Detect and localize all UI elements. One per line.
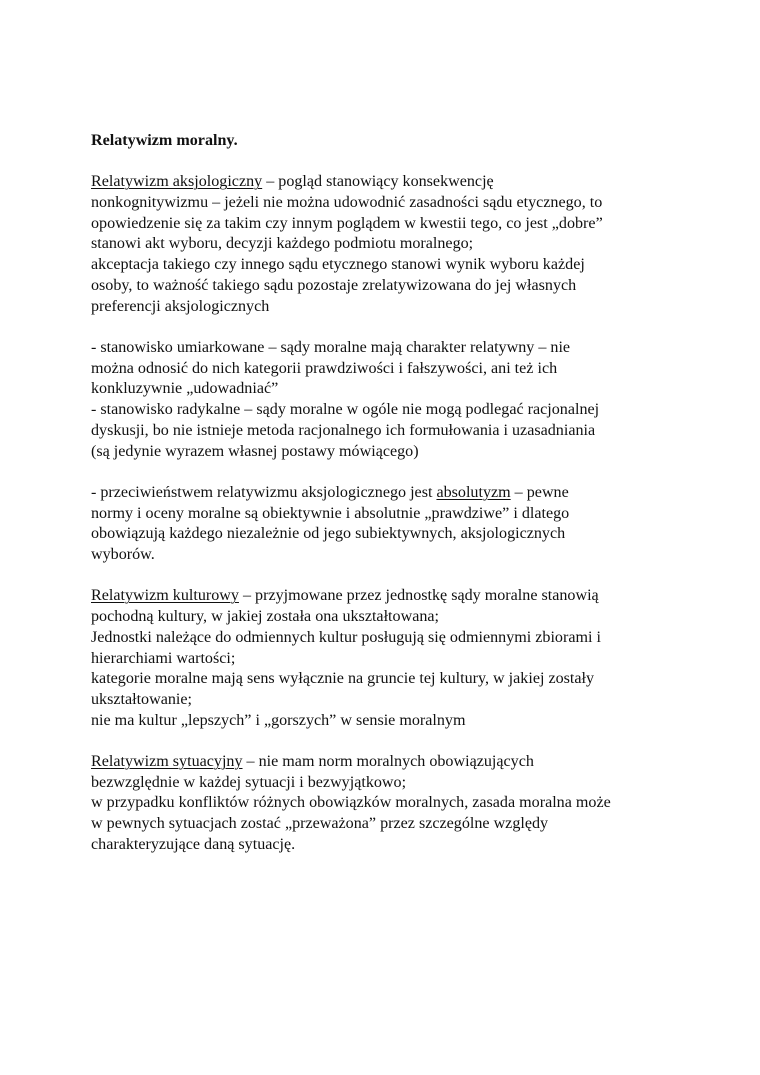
text-line: - stanowisko radykalne – sądy moralne w ogóle nie mogą podlegać racjonalnej (91, 401, 600, 419)
term-axiological: Relatywizm aksjologiczny (91, 173, 263, 191)
text-line: – przyjmowane przez jednostkę sądy moralne stanowią (238, 587, 599, 605)
text-line: hierarchiami wartości; (91, 649, 236, 667)
text-line: - stanowisko umiarkowane – sądy moralne mają charakter relatywny – nie (91, 338, 571, 356)
text-line: preferencji aksjologicznych (91, 297, 270, 315)
text-line: bezwzględnie w każdej sytuacji i bezwyjątkowo; (91, 773, 407, 791)
text-line: osoby, to ważność takiego sądu pozostaje zrelatywizowana do jej własnych (91, 276, 577, 294)
section-axiological-line-1 (91, 172, 681, 193)
text-line: kategorie moralne mają sens wyłącznie na gruncie tej kultury, w jakiej zostały (91, 670, 595, 688)
text-line: charakteryzujące daną sytuację. (91, 835, 296, 853)
document-body (91, 131, 681, 856)
document-title: Relatywizm moralny. (91, 132, 238, 149)
spacer (91, 152, 681, 173)
text-line: akceptacja takiego czy innego sądu etycznego stanowi wynik wyboru każdej (91, 256, 585, 274)
term-cultural: Relatywizm kulturowy (91, 587, 239, 605)
text-line: – nie mam norm moralnych obowiązujących (242, 753, 534, 770)
text-line: Jednostki należące do odmiennych kultur posługują się odmiennymi zbiorami i (91, 628, 601, 646)
section-situational-line-1 (91, 752, 681, 773)
text-line: w pewnych sytuacjach zostać „przeważona” przez szczególne względy (91, 815, 549, 833)
section-absolutism (91, 483, 681, 566)
section-cultural-line-1 (91, 586, 681, 607)
spacer (91, 462, 681, 483)
text-line: (są jedynie wyrazem własnej postawy mówiącego) (91, 442, 419, 460)
spacer (91, 566, 681, 587)
text-fragment: – pewne (510, 483, 569, 501)
text-line: wyborów. (91, 546, 155, 563)
spacer (91, 731, 681, 752)
section-cultural (91, 586, 681, 731)
section-positions (91, 338, 681, 462)
section-absolutism-line-1 (91, 483, 681, 504)
text-line: w przypadku konfliktów różnych obowiązków moralnych, zasada moralna może (91, 794, 611, 812)
text-line: nie ma kultur „lepszych” i „gorszych” w sensie moralnym (91, 711, 466, 729)
term-situational: Relatywizm sytuacyjny (91, 753, 243, 770)
text-line: nonkognitywizmu – jeżeli nie można udowodnić zasadności sądu etycznego, to (91, 194, 603, 212)
text-line: stanowi akt wyboru, decyzji każdego podmiotu moralnego; (91, 235, 474, 253)
text-fragment: - przeciwieństwem relatywizmu aksjologicznego jest (91, 483, 437, 501)
term-absolutism: absolutyzm (436, 483, 511, 501)
text-line: normy i oceny moralne są obiektywnie i absolutnie „prawdziwe” i dlatego (91, 504, 570, 522)
text-line: – pogląd stanowiący konsekwencję (262, 173, 494, 191)
spacer (91, 317, 681, 338)
text-line: dyskusji, bo nie istnieje metoda racjonalnego ich formułowania i uzasadniania (91, 421, 596, 439)
text-line: opowiedzenie się za takim czy innym poglądem w kwestii tego, co jest „dobre” (91, 214, 603, 232)
section-situational (91, 752, 681, 856)
section-axiological (91, 172, 681, 317)
text-line: obowiązują każdego niezależnie od jego subiektywnych, aksjologicznych (91, 525, 566, 543)
text-line: można odnosić do nich kategorii prawdziwości i fałszywości, ani też ich (91, 359, 558, 377)
text-line: pochodną kultury, w jakiej została ona ukształtowana; (91, 608, 439, 626)
text-line: ukształtowanie; (91, 690, 193, 708)
text-line: konkluzywnie „udowadniać” (91, 380, 279, 398)
